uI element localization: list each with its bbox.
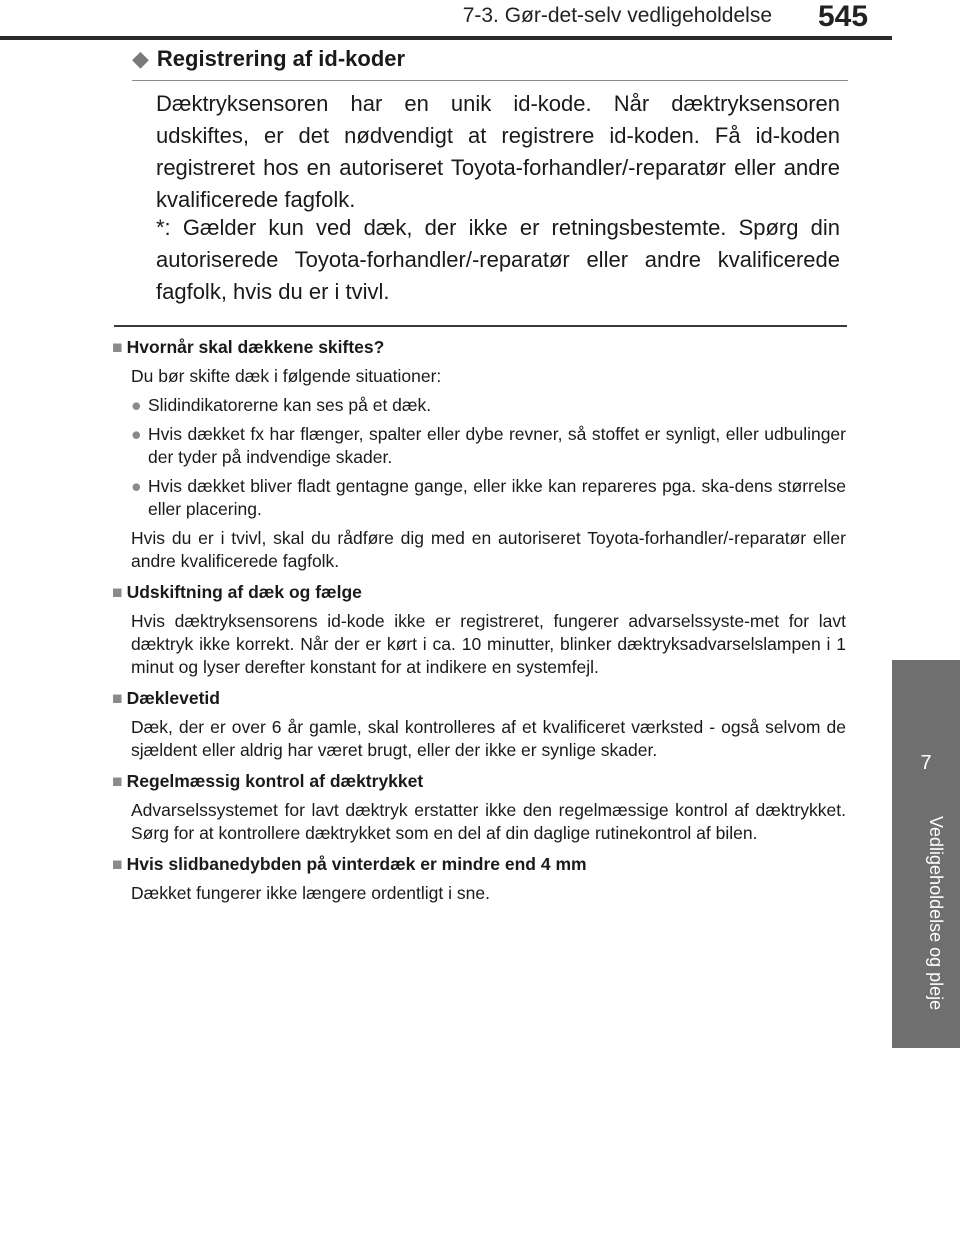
chapter-side-tab [892, 660, 960, 1048]
circle-bullet-icon: ● [131, 476, 142, 496]
diamond-icon: ◆ [132, 46, 149, 71]
list-item-text: Hvis dækket bliver fladt gentagne gange, eller ikke kan repareres pga. ska-dens størrelse eller placering. [148, 476, 846, 519]
topic-heading [112, 687, 846, 710]
topic-heading-text: Hvis slidbanedybden på vinterdæk er mindre end 4 mm [126, 854, 587, 874]
topic-text: Dæk, der er over 6 år gamle, skal kontrolleres af et kvalificeret værksted - også selvom de sjældent eller aldrig har været brugt, eller der ikke er synlige skader. [131, 717, 846, 760]
id-registration-paragraph: Dæktryksensoren har en unik id-kode. Når dæktryksensoren udskiftes, er det nødvendigt at registrere id-koden. Få id-koden registreret hos en autoriseret Toyota-forhandler/-reparatør eller andre kvalificerede fagfolk. [156, 91, 840, 212]
square-bullet-icon: ■ [112, 688, 123, 708]
circle-bullet-icon: ● [131, 424, 142, 444]
header-rule [0, 36, 892, 40]
list-item [131, 423, 846, 469]
topic-heading [112, 581, 846, 604]
circle-bullet-icon: ● [131, 395, 142, 415]
page-number: 545 [818, 0, 869, 33]
topic-text: Advarselssystemet for lavt dæktryk erstatter ikke den regelmæssige kontrol af dæktrykket. Sørg for at kontrollere dæktrykket som en del af din daglige rutinekontrol af bilen. [131, 800, 846, 843]
topic-heading-text: Dæklevetid [126, 688, 220, 708]
square-bullet-icon: ■ [112, 854, 123, 874]
topic-heading [112, 853, 846, 876]
topic-intro: Du bør skifte dæk i følgende situationer: [131, 366, 442, 386]
topic-outro: Hvis du er i tvivl, skal du rådføre dig med en autoriseret Toyota-forhandler/-reparatør eller andre kvalificerede fagfolk. [131, 528, 846, 571]
footnote: *: Gælder kun ved dæk, der ikke er retningsbestemte. Spørg din autoriserede Toyota-forhandler/-reparatør eller andre kvalificerede fagfolk, hvis du er i tvivl. [156, 215, 840, 304]
topic-text: Dækket fungerer ikke længere ordentligt i sne. [131, 883, 490, 903]
section-divider [114, 325, 847, 327]
list-item [131, 394, 846, 417]
topics-list [112, 336, 846, 905]
list-item [131, 475, 846, 521]
topic-heading [112, 336, 846, 359]
list-item-text: Hvis dækket fx har flænger, spalter eller dybe revner, så stoffet er synligt, eller udbulinger der tyder på indvendige skader. [148, 424, 846, 467]
header-section-title: 7-3. Gør-det-selv vedligeholdelse [462, 4, 772, 27]
square-bullet-icon: ■ [112, 582, 123, 602]
topic-heading-text: Regelmæssig kontrol af dæktrykket [126, 771, 424, 791]
topic-heading-text: Hvornår skal dækkene skiftes? [126, 337, 385, 357]
topic-text: Hvis dæktryksensorens id-kode ikke er registreret, fungerer advarselssyste-met for lavt dæktryk ikke korrekt. Når der er kørt i ca. 10 minutter, blinker dæktryksadvarselslampen i 1 minut og lyser derefter konstant for at indikere en systemfejl. [131, 611, 846, 677]
topic-heading-text: Udskiftning af dæk og fælge [126, 582, 362, 602]
chapter-number: 7 [920, 752, 932, 774]
section-title [132, 46, 848, 81]
list-item-text: Slidindikatorerne kan ses på et dæk. [148, 395, 432, 415]
square-bullet-icon: ■ [112, 337, 123, 357]
chapter-title: Vedligeholdelse og pleje [926, 816, 946, 1011]
section-title-text: Registrering af id-koder [156, 46, 406, 71]
square-bullet-icon: ■ [112, 771, 123, 791]
topic-heading [112, 770, 846, 793]
